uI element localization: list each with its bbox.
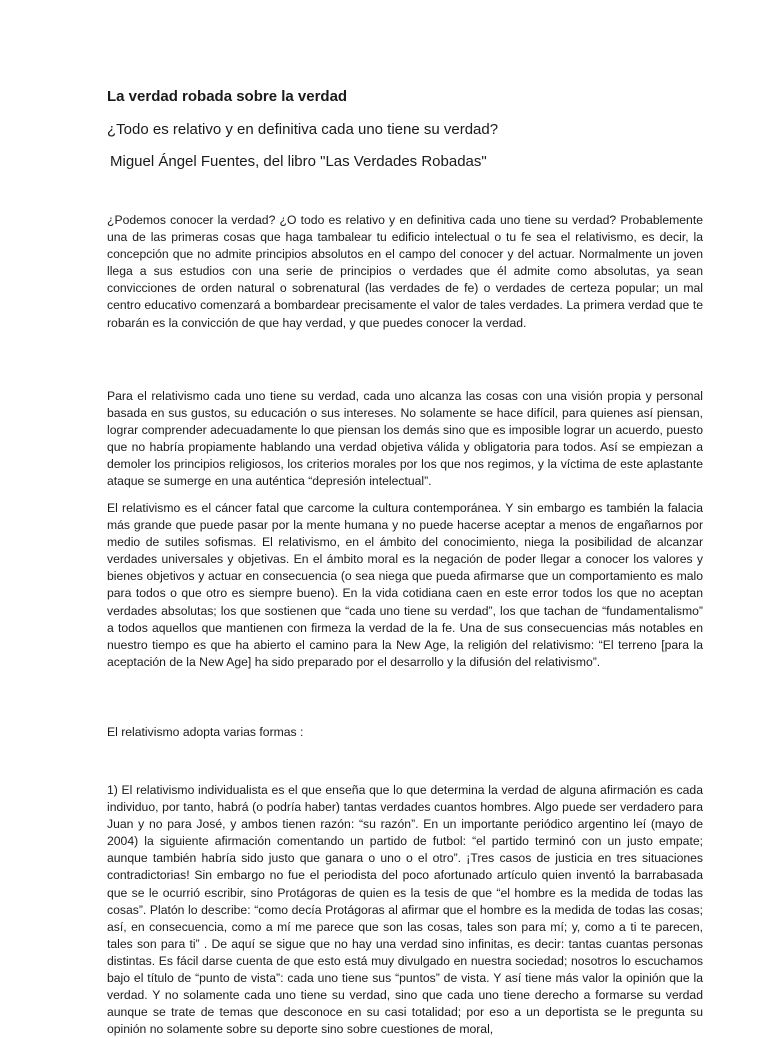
document-subtitle: ¿Todo es relativo y en definitiva cada uno tiene su verdad? bbox=[107, 121, 499, 138]
document-title: La verdad robada sobre la verdad bbox=[107, 88, 348, 105]
paragraph-individualist-relativism: 1) El relativismo individualista es el que enseña que lo que determina la verdad de alguna afirmación es cada individuo, por tanto, habrá (o podría haber) tantas verdades cuantos hombres. Algo puede ser verdadero para Juan y no para José, y ambos tienen razón: “su razón”. En un importante periódico argentino leí (mayo de 2004) la siguiente afirmación comentando un partido de futbol: “el partido terminó con un justo empate; aunque también habría sido justo que ganara o uno o el otro”. ¡Tres casos de justicia en tres situaciones contradictorias! Sin embargo no fue el periodista del poco afortunado artículo quien inventó la barrabasada que se le ocurrió escribir, sino Protágoras de quien es la tesis de que “el hombre es la medida de todas las cosas”. Platón lo describe: “como decía Protágoras al afirmar que el hombre es la medida de todas las cosas; así, en consecuencia, como a mí me parece que son las cosas, tales son para mí; y, como a ti te parecen, tales son para ti” . De aquí se sigue que no hay una verdad sino infinitas, es decir: tantas cuantas personas distintas. Es fácil darse cuenta de que esto está muy divulgado en nuestra sociedad; nosotros lo escuchamos bajo el título de “punto de vista”: cada uno tiene sus “puntos” de vista. Y así tiene más valor la opinión que la verdad. Y no solamente cada uno tiene su verdad, sino que cada uno tiene derecho a formarse su verdad aunque se trate de temas que desconoce en su casi totalidad; por eso a un deportista se le pregunta su opinión no solamente sobre su deporte sino sobre cuestiones de moral, bbox=[107, 783, 703, 1037]
paragraph-intro: ¿Podemos conocer la verdad? ¿O todo es relativo y en definitiva cada uno tiene su verdad? Probablemente una de las primeras cosas que haga tambalear tu edificio intelectual o tu fe sea el relativismo, es decir, la concepción que no admite principios absolutos en el campo del conocer y del actuar. Normalmente un joven llega a sus estudios con una serie de principios o verdades que él admite como absolutas, ya sean convicciones de orden natural o sobrenatural (las verdades de fe) o verdades de certeza popular; un mal centro educativo comenzará a bombardear precisamente el valor de tales verdades. La primera verdad que te robarán es la convicción de que hay verdad, y que puedes conocer la verdad. bbox=[107, 213, 703, 330]
paragraph-forms-heading: El relativismo adopta varias formas : bbox=[107, 725, 304, 739]
paragraph-relativism-definition: Para el relativismo cada uno tiene su verdad, cada uno alcanza las cosas con una visión propia y personal basada en sus gustos, su educación o sus intereses. No solamente se hace difícil, para quienes así piensan, lograr comprender adecuadamente lo que piensan los demás sino que es imposible lograr un acuerdo, puesto que no habría propiamente hablando una verdad objetiva válida y obligatoria para todos. Así se empiezan a demoler los principios religiosos, los criterios morales por los que nos regimos, y la víctima de este aplastante ataque se sumerge en una auténtica “depresión intelectual”. bbox=[107, 389, 703, 489]
paragraph-relativism-cancer: El relativismo es el cáncer fatal que carcome la cultura contemporánea. Y sin embargo es también la falacia más grande que puede pasar por la mente humana y no puede hacerse aceptar a menos de engañarnos por medio de sutiles sofismas. El relativismo, en el ámbito del conocimiento, niega la posibilidad de alcanzar verdades universales y objetivas. En el ámbito moral es la negación de poder llegar a conocer los valores y bienes objetivos y actuar en consecuencia (o sea niega que pueda afirmarse que un comportamiento es malo para todos o que otro es siempre bueno). En la vida cotidiana caen en este error todos los que no aceptan verdades absolutas; los que sostienen que “cada uno tiene su verdad”, los que tachan de “fundamentalismo” a todos aquellos que mantienen con firmeza la verdad de la fe. Una de sus consecuencias más notables en nuestro tiempo es que ha abierto el camino para la New Age, la religión del relativismo: “El terreno [para la aceptación de la New Age] ha sido preparado por el desarrollo y la difusión del relativismo”. bbox=[107, 501, 703, 669]
document-author: Miguel Ángel Fuentes, del libro "Las Verdades Robadas" bbox=[110, 153, 487, 170]
